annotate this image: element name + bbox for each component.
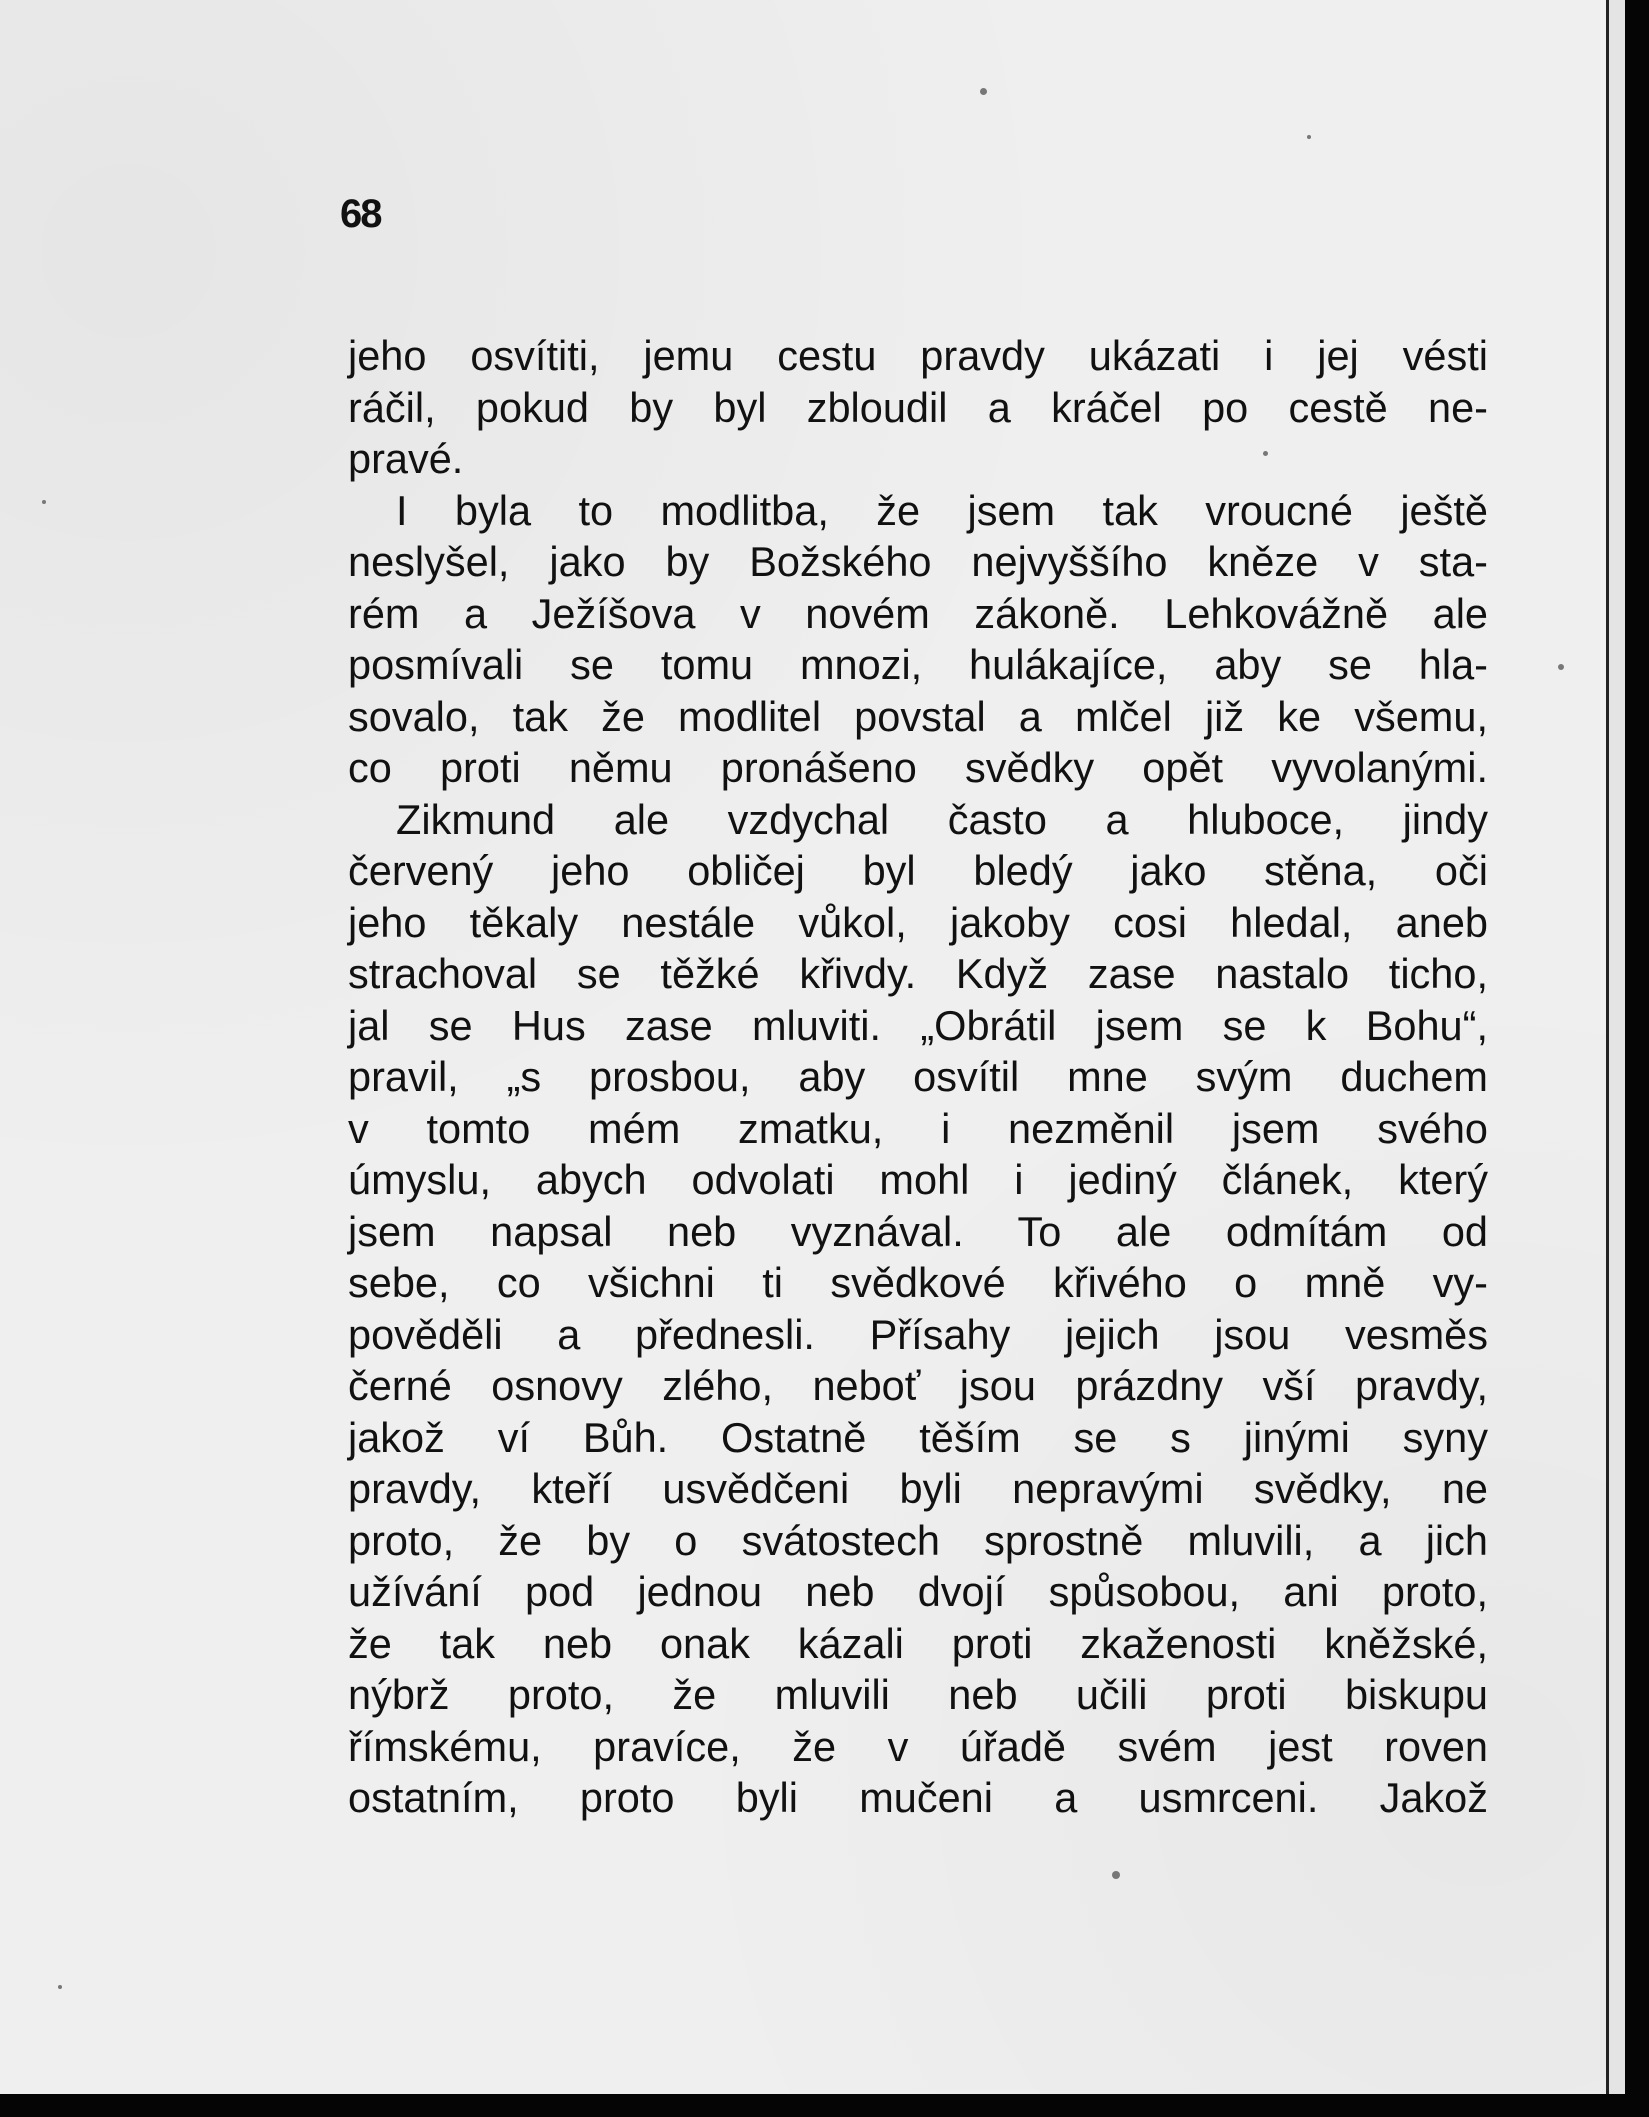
dust-speck [980, 88, 987, 95]
page-edge [1606, 0, 1625, 2094]
dust-speck [58, 1985, 62, 1989]
text-line: úmyslu, abych odvolati mohl i jediný článek, který [348, 1156, 1488, 1203]
text-line: jsem napsal neb vyznával. To ale odmítám od [348, 1207, 1488, 1255]
text-line: co proti němu pronášeno svědky opět vyvolanými. [348, 744, 1488, 791]
text-line: sebe, co všichni ti svědkové křivého o mně vy- [348, 1259, 1488, 1306]
text-line: I byla to modlitba, že jsem tak vroucné ještě [396, 486, 1488, 534]
text-line: pravdy, kteří usvědčeni byli nepravými svědky, ne [348, 1465, 1488, 1512]
text-line: ostatním, proto byli mučeni a usmrceni. Jakož [348, 1774, 1488, 1821]
text-line: jeho těkaly nestále vůkol, jakoby cosi hledal, aneb [348, 898, 1488, 946]
text-line: proto, že by o svátostech sprostně mluvili, a jich [348, 1516, 1488, 1564]
text-line: jeho osvítiti, jemu cestu pravdy ukázati i jej vésti [348, 332, 1488, 379]
text-line: strachoval se těžké křivdy. Když zase nastalo ticho, [348, 950, 1488, 997]
text-line: užívání pod jednou neb dvojí spůsobou, ani proto, [348, 1568, 1488, 1615]
text-line: sovalo, tak že modlitel povstal a mlčel již ke všemu, [348, 692, 1488, 740]
page-number: 68 [340, 192, 381, 236]
text-line: posmívali se tomu mnozi, hulákajíce, aby se hla- [348, 641, 1488, 688]
dust-speck [42, 500, 46, 504]
text-line: nýbrž proto, že mluvili neb učili proti biskupu [348, 1671, 1488, 1718]
text-line: pověděli a přednesli. Přísahy jejich jsou vesměs [348, 1310, 1488, 1358]
text-line: že tak neb onak kázali proti zkaženosti kněžské, [348, 1619, 1488, 1667]
text-line: pravil, „s prosbou, aby osvítil mne svým duchem [348, 1053, 1488, 1100]
dust-speck [1558, 664, 1564, 670]
text-line: jakož ví Bůh. Ostatně těším se s jinými syny [348, 1413, 1488, 1461]
dust-speck [1112, 1871, 1120, 1879]
dust-speck [1307, 135, 1311, 139]
text-line: Zikmund ale vzdychal často a hluboce, jindy [396, 795, 1488, 843]
text-line: jal se Hus zase mluviti. „Obrátil jsem se k Bohu“, [348, 1001, 1488, 1049]
text-line: ráčil, pokud by byl zbloudil a kráčel po cestě ne- [348, 383, 1488, 431]
text-line: červený jeho obličej byl bledý jako stěna, oči [348, 847, 1488, 894]
text-line: pravé. [348, 435, 464, 482]
text-line: v tomto mém zmatku, i nezměnil jsem svého [348, 1104, 1488, 1152]
text-line: římskému, pravíce, že v úřadě svém jest roven [348, 1722, 1488, 1770]
body-text [348, 330, 1488, 1824]
text-line: neslyšel, jako by Božského nejvyššího kněze v sta- [348, 538, 1488, 585]
text-line: rém a Ježíšova v novém zákoně. Lehkovážně ale [348, 589, 1488, 637]
text-line: černé osnovy zlého, neboť jsou prázdny vší pravdy, [348, 1362, 1488, 1409]
